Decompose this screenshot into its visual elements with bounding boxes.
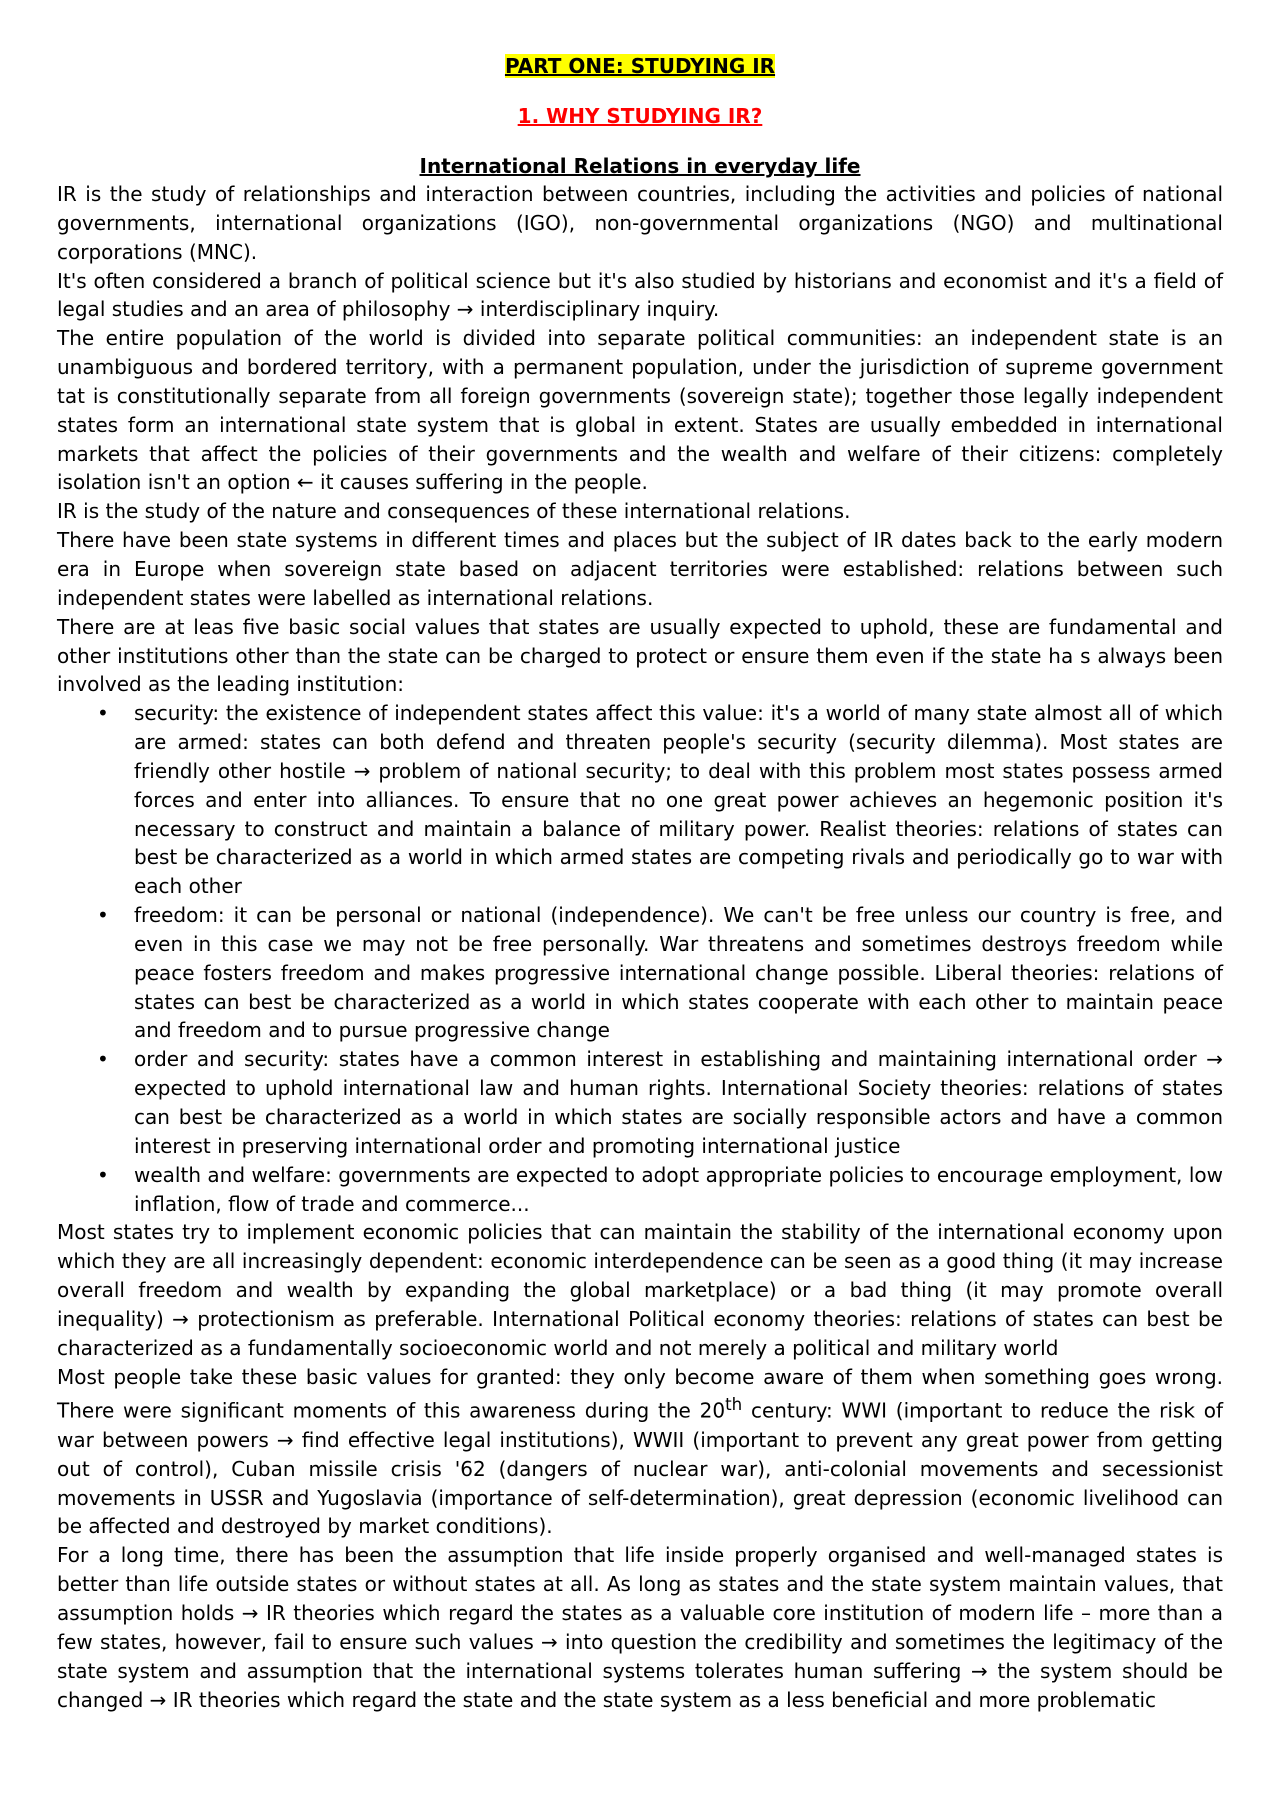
paragraph-text-end: century: WWI (important to reduce the risk of war between powers → find effective legal institutions), WWII (important to prevent any great power from getting out of control), Cuban missile crisis '62 (dangers of nuclear war), anti-colonial movements and secessionist movements in USSR and Yugoslavia (importance of self-determination), great depression (economic livelihood can be affected and destroyed by market conditions).: [57, 1399, 1223, 1539]
part-title: PART ONE: STUDYING IR: [504, 54, 776, 78]
paragraph-economic-policies: Most states try to implement economic policies that can maintain the stability of the international economy upon which they are all increasingly dependent: economic interdependence can be seen as a good thing (it may increase overall freedom and wealth by expanding the global marketplace) or a bad thing (it may promote overall inequality) → protectionism as preferable. International Political economy theories: relations of states can best be characterized as a fundamentally socioeconomic world and not merely a political and military world: [57, 1220, 1223, 1360]
list-item-text: order and security: states have a common interest in establishing and maintaining international order → expected to uphold international law and human rights. International Society theories: relations of states can best be characterized as a world in which states are socially responsible actors and have a common interest in preserving international order and promoting international justice: [134, 1047, 1223, 1158]
list-item-order-security: [57, 1045, 1223, 1160]
list-item-freedom: [57, 901, 1223, 1045]
paragraph-basic-values-awareness: [57, 1363, 1223, 1542]
bullet-icon: •: [97, 1047, 109, 1072]
paragraph-state-assumption: For a long time, there has been the assumption that life inside properly organised and well-managed states is better than life outside states or without states at all. As long as states and the state system maintain values, that assumption holds → IR theories which regard the states as a valuable core institution of modern life – more than a few states, however, fail to ensure such values → into question the credibility and sometimes the legitimacy of the state system and assumption that the international systems tolerates human suffering → the system should be changed → IR theories which regard the state and the state system as a less beneficial and more problematic: [57, 1543, 1223, 1712]
social-values-list: [57, 699, 1223, 1218]
document-page: [57, 52, 1223, 1714]
list-item-wealth-welfare: [57, 1161, 1223, 1219]
paragraph-ir-definition: IR is the study of relationships and interaction between countries, including the activities and policies of national governments, international organizations (IGO), non-governmental organizations (NGO) and multinational corporations (MNC).: [57, 182, 1223, 264]
paragraph-nature-consequences: IR is the study of the nature and consequences of these international relations.: [57, 499, 851, 524]
bullet-icon: •: [97, 903, 109, 928]
list-item-text: freedom: it can be personal or national (independence). We can't be free unless our country is free, and even in this case we may not be free personally. War threatens and sometimes destroys freedom while peace fosters freedom and makes progressive international change possible. Liberal theories: relations of states can best be characterized as a world in which states cooperate with each other to maintain peace and freedom and to pursue progressive change: [134, 903, 1223, 1043]
paragraph-text-start: Most people take these basic values for granted: they only become aware of them when something goes wrong. There were significant moments of this awareness during the 20: [57, 1364, 1223, 1424]
list-item-text: wealth and welfare: governments are expected to adopt appropriate policies to encourage employment, low inflation, flow of trade and commerce...: [134, 1162, 1223, 1216]
chapter-title: 1. WHY STUDYING IR?: [517, 104, 763, 128]
paragraph-political-science: It's often considered a branch of political science but it's also studied by historians and economist and it's a field of legal studies and an area of philosophy → interdisciplinary inquiry.: [57, 268, 1223, 322]
bullet-icon: •: [97, 1162, 109, 1187]
superscript-th: th: [725, 1395, 743, 1415]
paragraph-state-systems-history: There have been state systems in different times and places but the subject of IR dates back to the early modern era in Europe when sovereign state based on adjacent territories were established: relations between such independent states were labelled as international relations.: [57, 528, 1223, 610]
bullet-icon: •: [97, 701, 109, 726]
paragraph-political-communities: The entire population of the world is divided into separate political communities: an independent state is an unambiguous and bordered territory, with a permanent population, under the jurisdiction of supreme government tat is constitutionally separate from all foreign governments (sovereign state); together those legally independent states form an international state system that is global in extent. States are usually embedded in international markets that affect the policies of their governments and the wealth and welfare of their citizens: completely isolation isn't an option ← it causes suffering in the people.: [57, 326, 1223, 495]
list-item-security: [57, 699, 1223, 901]
section-title: International Relations in everyday life: [419, 154, 861, 178]
paragraph-social-values-intro: There are at leas five basic social values that states are usually expected to uphold, these are fundamental and other institutions other than the state can be charged to protect or ensure them even if the state ha s always been involved as the leading institution:: [57, 614, 1223, 697]
list-item-text: security: the existence of independent states affect this value: it's a world of many state almost all of which are armed: states can both defend and threaten people's security (security dilemma). Most states are friendly other hostile → problem of national security; to deal with this problem most states possess armed forces and enter into alliances. To ensure that no one great power achieves an hegemonic position it's necessary to construct and maintain a balance of military power. Realist theories: relations of states can best be characterized as a world in which armed states are competing rivals and periodically go to war with each other: [134, 701, 1223, 899]
